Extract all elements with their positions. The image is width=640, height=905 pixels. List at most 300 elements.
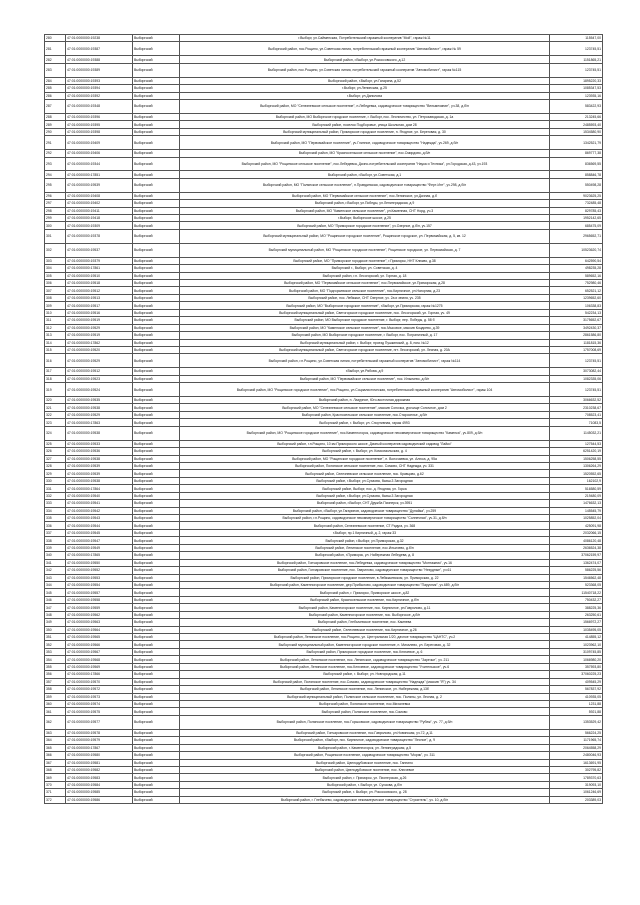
address-cell: Выборгский район, Ленинское поселение, пос.Рощино, ул. Центральная 1/20, дачное товарищество "ЦАНТС", уч.2: [180, 634, 550, 641]
district-cell: Выборгский: [133, 574, 180, 581]
value-cell: 542234,13: [550, 309, 603, 316]
district-cell: Выборгский: [133, 375, 180, 382]
cadastral-number-cell: 47:01:0000000:19538: [66, 404, 133, 411]
row-number-cell: 366: [45, 752, 66, 759]
cadastral-number-cell: 47:01:0000000:19569: [66, 663, 133, 670]
address-cell: Выборгский район, Красносельское поселение, пос.Кирпичное, д.б/н: [180, 596, 550, 603]
table-row: [45, 485, 603, 492]
address-cell: г.Выборг, Выборгское шоссе, д.25: [180, 215, 550, 222]
row-number-cell: 282: [45, 56, 66, 63]
table-row: [45, 752, 603, 759]
cadastral-number-cell: 47:01:0000000:19543: [66, 515, 133, 522]
cadastral-number-cell: 47:01:0000000:19564: [66, 626, 133, 633]
table-row: [45, 522, 603, 529]
address-cell: г.Выборг, ул.Рябова, д.9: [180, 368, 550, 375]
row-number-cell: 323: [45, 419, 66, 426]
table-row: [45, 354, 603, 368]
table-row: [45, 121, 603, 128]
address-cell: Выборгский район, пос. Лебяжье, СНТ Озерное, уч. 2а и земля, уч. 235: [180, 294, 550, 301]
district-cell: Выборгский: [133, 693, 180, 700]
table-row: [45, 128, 603, 135]
value-cell: 652521,12: [550, 287, 603, 294]
district-cell: Выборгский: [133, 280, 180, 287]
table-row: [45, 656, 603, 663]
address-cell: Выборгский район, г.п.Рощино, 10 км Приморского шоссе, Дачный кооператив садоводческий садовод "Лайко": [180, 440, 550, 447]
cadastral-number-cell: 47:01:0000000:19388: [66, 56, 133, 63]
row-number-cell: 365: [45, 744, 66, 751]
table-row: [45, 774, 603, 781]
row-number-cell: 284: [45, 77, 66, 84]
cadastral-number-cell: 47:01:0000000:19582: [66, 766, 133, 773]
value-cell: 71083,5: [550, 419, 603, 426]
cadastral-number-cell: 47:01:0000000:19541: [66, 500, 133, 507]
value-cell: 37060225,23: [550, 671, 603, 678]
address-cell: Выборгский район, г.Приморск, ул. Набережная Лебедева, д. 8: [180, 552, 550, 559]
row-number-cell: 313: [45, 332, 66, 339]
district-cell: Выборгский: [133, 287, 180, 294]
cadastral-number-cell: 47:01:0000000:19387: [66, 42, 133, 56]
table-row: [45, 85, 603, 92]
district-cell: Выборгский: [133, 678, 180, 685]
address-cell: Выборгский район, МО Выборгское городское поселение, г. Выборг, пос. Пограничный, д. 17: [180, 332, 550, 339]
district-cell: Выборгский: [133, 737, 180, 744]
cadastral-number-cell: 47:01:0000000:19549: [66, 544, 133, 551]
cadastral-number-cell: 47:01:0000000:19563: [66, 619, 133, 626]
cadastral-number-cell: 47:01:0000000:19581: [66, 759, 133, 766]
district-cell: Выборгский: [133, 544, 180, 551]
value-cell: 586225,56: [550, 567, 603, 574]
row-number-cell: 369: [45, 774, 66, 781]
district-cell: Выборгский: [133, 485, 180, 492]
row-number-cell: 340: [45, 552, 66, 559]
address-cell: Выборгский район, Полянское поселение, пос.Сомово: [180, 708, 550, 715]
district-cell: Выборгский: [133, 589, 180, 596]
row-number-cell: 286: [45, 92, 66, 99]
value-cell: 203389,03: [550, 796, 603, 803]
cadastral-number-cell: 47:01:0000000:19539: [66, 470, 133, 477]
district-cell: Выборгский: [133, 346, 180, 353]
cadastral-number-cell: 47:01:0000000:19395: [66, 121, 133, 128]
value-cell: 498235,28: [550, 265, 603, 272]
row-number-cell: 363: [45, 729, 66, 736]
row-number-cell: 339: [45, 544, 66, 551]
address-cell: Выборгский район, г. Выборг, ул. Спортивная, гараж 4993: [180, 419, 550, 426]
address-cell: Выборгский район, п. Лазурное, Юго-восточная дорожная: [180, 397, 550, 404]
row-number-cell: 280: [45, 35, 66, 42]
table-row: [45, 383, 603, 397]
cadastral-number-cell: 47:01:0000000:19544: [66, 522, 133, 529]
cadastral-number-cell: 47:01:0000000:19567: [66, 648, 133, 655]
row-number-cell: 304: [45, 265, 66, 272]
row-number-cell: 364: [45, 737, 66, 744]
value-cell: 523368,05: [550, 581, 603, 588]
value-cell: 127544,53: [550, 440, 603, 447]
value-cell: 567837,92: [550, 686, 603, 693]
table-row: [45, 150, 603, 157]
table-row: [45, 462, 603, 469]
row-number-cell: 330: [45, 477, 66, 484]
district-cell: Выборгский: [133, 192, 180, 199]
table-row: [45, 77, 603, 84]
cadastral-number-cell: 47:01:0000000:19392: [66, 92, 133, 99]
address-cell: Выборгский район, г.Выборг, ул.Советская, д.1: [180, 171, 550, 178]
cadastral-number-cell: 47:01:0000000:19396: [66, 113, 133, 120]
cadastral-number-cell: 47:01:0000000:19545: [66, 529, 133, 536]
cadastral-number-cell: 47:01:0000000:19411: [66, 207, 133, 214]
table-row: [45, 729, 603, 736]
row-number-cell: 322: [45, 411, 66, 418]
district-cell: Выборгский: [133, 708, 180, 715]
row-number-cell: 355: [45, 663, 66, 670]
district-cell: Выборгский: [133, 789, 180, 796]
row-number-cell: 300: [45, 222, 66, 229]
row-number-cell: 348: [45, 611, 66, 618]
address-cell: г.Выборг, ул.Данилова: [180, 92, 550, 99]
registry-table: [44, 34, 603, 804]
table-row: [45, 507, 603, 514]
cadastral-number-cell: 47:01:0000000:19536: [66, 448, 133, 455]
district-cell: Выборгский: [133, 752, 180, 759]
district-cell: Выборгский: [133, 229, 180, 243]
row-number-cell: 308: [45, 294, 66, 301]
cadastral-number-cell: 47:01:0000000:17866: [66, 671, 133, 678]
row-number-cell: 358: [45, 686, 66, 693]
table-row: [45, 515, 603, 522]
row-number-cell: 362: [45, 715, 66, 729]
address-cell: Выборгский район, г. Выборг, ул. Рокоссовского, д. 28: [180, 789, 550, 796]
cadastral-number-cell: 47:01:0000000:19344: [66, 157, 133, 171]
cadastral-number-cell: 47:01:0000000:19578: [66, 729, 133, 736]
table-row: [45, 332, 603, 339]
address-cell: Выборгский муниципальный район, Каменногорское городское поселение, п. Михалево, ул. Береговая, д. 32: [180, 641, 550, 648]
district-cell: Выборгский: [133, 626, 180, 633]
address-cell: Выборгский район, г.п. Лесогорский, ул. Горная, д. 18: [180, 272, 550, 279]
value-cell: 123935,16: [550, 92, 603, 99]
value-cell: 3175652,67: [550, 317, 603, 324]
district-cell: Выборгский: [133, 796, 180, 803]
table-row: [45, 759, 603, 766]
table-row: [45, 280, 603, 287]
address-cell: Выборгский муниципальный район, Светогорское городское поселение, пгт. Лесогорский, ул. Лесная, д. 20А: [180, 346, 550, 353]
row-number-cell: 295: [45, 178, 66, 192]
cadastral-number-cell: 47:01:0000000:19565: [66, 634, 133, 641]
cadastral-number-cell: 47:01:0000000:19585: [66, 789, 133, 796]
address-cell: Выборгский район, МО "Полянское сельское поселение", п.Правдинская, садоводческое товарищество "Ферт-Инт", уч.298, д.б/н: [180, 178, 550, 192]
table-row: [45, 419, 603, 426]
address-cell: Выборгский район, г. Приморск, ул. Пионерская, д.26: [180, 774, 550, 781]
value-cell: 123745,51: [550, 42, 603, 56]
row-number-cell: 302: [45, 243, 66, 257]
table-row: [45, 477, 603, 484]
district-cell: Выборгский: [133, 656, 180, 663]
cadastral-number-cell: 47:01:0000000:19510: [66, 272, 133, 279]
table-row: [45, 641, 603, 648]
value-cell: 145545,79: [550, 507, 603, 514]
address-cell: Выборгский район, МО "Рощинское городское поселение", пос.Рощино, ул.Социалистическая, потребительский гаражный кооператив "Автомобилист", гараж 104: [180, 383, 550, 397]
row-number-cell: 287: [45, 99, 66, 113]
cadastral-number-cell: 47:01:0000000:19516: [66, 309, 133, 316]
table-row: [45, 287, 603, 294]
row-number-cell: 368: [45, 766, 66, 773]
table-row: [45, 63, 603, 77]
value-cell: 1082335,06: [550, 375, 603, 382]
cadastral-number-cell: 47:01:0000000:19512: [66, 287, 133, 294]
cadastral-number-cell: 47:01:0000000:19550: [66, 559, 133, 566]
address-cell: Выборгский г., Выборг, ул. Советская, д. 4: [180, 265, 550, 272]
row-number-cell: 361: [45, 708, 66, 715]
row-number-cell: 328: [45, 462, 66, 469]
row-number-cell: 321: [45, 404, 66, 411]
value-cell: 3066632,52: [550, 397, 603, 404]
row-number-cell: 324: [45, 426, 66, 440]
table-row: [45, 368, 603, 375]
cadastral-number-cell: 47:01:0000000:19586: [66, 796, 133, 803]
district-cell: Выборгский: [133, 113, 180, 120]
district-cell: Выборгский: [133, 397, 180, 404]
table-row: [45, 619, 603, 626]
cadastral-number-cell: 47:01:0000000:19517: [66, 302, 133, 309]
value-cell: 750432,27: [550, 596, 603, 603]
row-number-cell: 372: [45, 796, 66, 803]
row-number-cell: 292: [45, 150, 66, 157]
cadastral-number-cell: 47:01:0000000:19568: [66, 656, 133, 663]
district-cell: Выборгский: [133, 63, 180, 77]
table-row: [45, 552, 603, 559]
district-cell: Выборгский: [133, 332, 180, 339]
address-cell: Выборгский район, Рощинское поселение, садоводческое товарищество "Моряк", уч. 311: [180, 752, 550, 759]
cadastral-number-cell: 47:01:0000000:19238: [66, 35, 133, 42]
value-cell: 1023962,10: [550, 641, 603, 648]
table-row: [45, 215, 603, 222]
row-number-cell: 356: [45, 671, 66, 678]
table-row: [45, 663, 603, 670]
cadastral-number-cell: 47:01:0000000:19552: [66, 567, 133, 574]
district-cell: Выборгский: [133, 243, 180, 257]
district-cell: Выборгский: [133, 470, 180, 477]
table-row: [45, 375, 603, 382]
cadastral-number-cell: 47:01:0000000:17863: [66, 419, 133, 426]
value-cell: 1085347,53: [550, 85, 603, 92]
cadastral-number-cell: 47:01:0000000:17862: [66, 339, 133, 346]
value-cell: 566224,25: [550, 729, 603, 736]
cadastral-number-cell: 47:01:0000000:17861: [66, 265, 133, 272]
value-cell: 829785,43: [550, 207, 603, 214]
cadastral-number-cell: 47:01:0000000:19379: [66, 257, 133, 264]
district-cell: Выборгский: [133, 641, 180, 648]
address-cell: Выборгский район, г.п.Рощино, ул.Советская линия, потребительский гаражный кооператив "Автомобилист", гараж №114: [180, 354, 550, 368]
cadastral-number-cell: 47:01:0000000:19409: [66, 136, 133, 150]
district-cell: Выборгский: [133, 92, 180, 99]
row-number-cell: 298: [45, 207, 66, 214]
district-cell: Выборгский: [133, 715, 180, 729]
address-cell: Выборгский район, МО "Каменское сельское поселение", пос.Мысовое, массив Коцарево, д.39: [180, 324, 550, 331]
district-cell: Выборгский: [133, 136, 180, 150]
value-cell: 642590,54: [550, 257, 603, 264]
district-cell: Выборгский: [133, 35, 180, 42]
row-number-cell: 360: [45, 700, 66, 707]
address-cell: Выборгский район, г.Выборг, ул.Приморская, д.32: [180, 537, 550, 544]
cadastral-number-cell: 47:01:0000000:19348: [66, 99, 133, 113]
value-cell: 1566972,27: [550, 619, 603, 626]
value-cell: 425091,98: [550, 522, 603, 529]
address-cell: Выборгский район, г. Выборг, ул. Комсомольская, д. 4: [180, 448, 550, 455]
cadastral-number-cell: 47:01:0000000:19542: [66, 507, 133, 514]
table-row: [45, 581, 603, 588]
table-row: [45, 544, 603, 551]
value-cell: 1181815,36: [550, 339, 603, 346]
cadastral-number-cell: 47:01:0000000:19389: [66, 63, 133, 77]
value-cell: 708523,41: [550, 411, 603, 418]
row-number-cell: 305: [45, 272, 66, 279]
address-cell: Выборгский район, г. Приморск, Приморское шоссе, д.82: [180, 589, 550, 596]
cadastral-number-cell: 47:01:0000000:17864: [66, 485, 133, 492]
table-row: [45, 171, 603, 178]
row-number-cell: 332: [45, 492, 66, 499]
table-row: [45, 404, 603, 411]
address-cell: Выборгский район, пос.Рощино, ул.Советская линия, потребительский гаражный кооператив "Автомобилист", гараж №115: [180, 63, 550, 77]
value-cell: 1025852,04: [550, 515, 603, 522]
cadastral-number-cell: 47:01:0000000:19529: [66, 411, 133, 418]
table-row: [45, 35, 603, 42]
table-row: [45, 789, 603, 796]
table-row: [45, 272, 603, 279]
cadastral-number-cell: 47:01:0000000:19538: [66, 426, 133, 440]
address-cell: Выборгский район, МО "Рощинское городское поселение", пос.Каменногорск, садоводческое некоммерческое товарищество "Каменка", уч.809, д.б/н: [180, 426, 550, 440]
address-cell: Выборгский район, Цвелодубовское поселение, пос. Ключевое: [180, 766, 550, 773]
cadastral-number-cell: 47:01:0000000:19577: [66, 715, 133, 729]
cadastral-number-cell: 47:01:0000000:17865: [66, 552, 133, 559]
value-cell: 1476632,13: [550, 500, 603, 507]
value-cell: 123745,51: [550, 383, 603, 397]
value-cell: 1546562,48: [550, 574, 603, 581]
table-row: [45, 42, 603, 56]
row-number-cell: 294: [45, 171, 66, 178]
table-row: [45, 574, 603, 581]
row-number-cell: 347: [45, 604, 66, 611]
cadastral-number-cell: 47:01:0000000:19537: [66, 243, 133, 257]
row-number-cell: 353: [45, 648, 66, 655]
value-cell: 3073082,44: [550, 368, 603, 375]
value-cell: 1145032,21: [550, 426, 603, 440]
address-cell: Выборгский район, Красносельское сельское поселение, пос.Староселье, д.б/н: [180, 411, 550, 418]
row-number-cell: 342: [45, 567, 66, 574]
value-cell: 2861586,80: [550, 332, 603, 339]
table-row: [45, 500, 603, 507]
address-cell: Выборгский район, МО "Селезневское сельское поселение", п.Лебедевка, садоводческое товарищество "Вельмезяние", уч.38, д.б/н: [180, 99, 550, 113]
cadastral-number-cell: 47:01:0000000:19418: [66, 215, 133, 222]
row-number-cell: 319: [45, 383, 66, 397]
value-cell: 1066980,20: [550, 656, 603, 663]
address-cell: Выборгский район, Каменногорское поселение, дер.Прибылово, садоводческое товарищество "Парусник", уч.689, д.б/н: [180, 581, 550, 588]
district-cell: Выборгский: [133, 77, 180, 84]
cadastral-number-cell: 47:01:0000000:19394: [66, 85, 133, 92]
table-row: [45, 192, 603, 199]
cadastral-number-cell: 47:01:0000000:19580: [66, 752, 133, 759]
table-row: [45, 317, 603, 324]
district-cell: Выборгский: [133, 85, 180, 92]
row-number-cell: 357: [45, 678, 66, 685]
value-cell: 1789370,63: [550, 774, 603, 781]
value-cell: 319093,10: [550, 781, 603, 788]
address-cell: Выборгский район, г.Выборг, СНТ Дружба Пионерск, уч.3951: [180, 500, 550, 507]
address-cell: Выборгский район, Ленинское поселение, пос.Ключевое, садоводческое товарищество "Учительское", уч.6: [180, 663, 550, 670]
value-cell: 1035495,05: [550, 626, 603, 633]
value-cell: 213245,66: [550, 113, 603, 120]
district-cell: Выборгский: [133, 411, 180, 418]
district-cell: Выборгский: [133, 774, 180, 781]
table-row: [45, 339, 603, 346]
district-cell: Выборгский: [133, 265, 180, 272]
cadastral-number-cell: 47:01:0000000:19408: [66, 192, 133, 199]
table-row: [45, 324, 603, 331]
cadastral-number-cell: 47:01:0000000:19512: [66, 368, 133, 375]
table-row: [45, 309, 603, 316]
district-cell: Выборгский: [133, 121, 180, 128]
value-cell: 1757008,69: [550, 346, 603, 353]
cadastral-number-cell: 47:01:0000000:19538: [66, 455, 133, 462]
table-row: [45, 744, 603, 751]
district-cell: Выборгский: [133, 178, 180, 192]
address-cell: Выборгский район, МО "Первомайское сельское поселение", пос.Первомайское, ул.Приморская, д.28: [180, 280, 550, 287]
district-cell: Выборгский: [133, 419, 180, 426]
cadastral-number-cell: 47:01:0000000:19520: [66, 346, 133, 353]
table-row: [45, 634, 603, 641]
row-number-cell: 334: [45, 507, 66, 514]
address-cell: Выборгский район, Глебычевское поселение, пос. Камнева: [180, 619, 550, 626]
address-cell: Выборгский район, МО "Выборгское городское поселение", г.Выборг, ул.Приморская, гараж №1275: [180, 302, 550, 309]
table-row: [45, 440, 603, 447]
cadastral-number-cell: 47:01:0000000:19519: [66, 332, 133, 339]
district-cell: Выборгский: [133, 207, 180, 214]
value-cell: 752980,46: [550, 280, 603, 287]
address-cell: Выборгский район, Каменногорское поселение, пос. Кирпичное, рп.Гаврилово, д.11: [180, 604, 550, 611]
district-cell: Выборгский: [133, 781, 180, 788]
value-cell: 1520552,65: [550, 470, 603, 477]
table-row: [45, 596, 603, 603]
address-cell: Выборгский район, г.Выборг, пос. Кирпичное, садоводческое товарищество "Лесное", д. 9: [180, 737, 550, 744]
value-cell: 2032066,15: [550, 529, 603, 536]
value-cell: 5921,88: [550, 708, 603, 715]
row-number-cell: 331: [45, 485, 66, 492]
address-cell: Выборгский муниципальный район, МО "Рощинское городское поселение", Рощинское городское, ул. Первомайская, д. 5, кв. 12: [180, 229, 550, 243]
cadastral-number-cell: 47:01:0000000:19378: [66, 229, 133, 243]
cadastral-number-cell: 47:01:0000000:19579: [66, 737, 133, 744]
district-cell: Выборгский: [133, 744, 180, 751]
district-cell: Выборгский: [133, 157, 180, 171]
district-cell: Выборгский: [133, 648, 180, 655]
district-cell: Выборгский: [133, 222, 180, 229]
address-cell: Выборгский район, г.Выборг, ул.Гагарина, д.52: [180, 77, 550, 84]
table-row: [45, 686, 603, 693]
address-cell: Выборгский район, МО "Приморское городское поселение", г.Приморск, ННТ Клюкво, д.38: [180, 257, 550, 264]
table-row: [45, 537, 603, 544]
cadastral-number-cell: 47:01:0000000:19566: [66, 641, 133, 648]
table-row: [45, 426, 603, 440]
value-cell: 357593,80: [550, 663, 603, 670]
district-cell: Выборгский: [133, 596, 180, 603]
row-number-cell: 312: [45, 324, 66, 331]
row-number-cell: 309: [45, 302, 66, 309]
district-cell: Выборгский: [133, 537, 180, 544]
district-cell: Выборгский: [133, 500, 180, 507]
district-cell: Выборгский: [133, 257, 180, 264]
address-cell: Выборгский район, Каменногорское поселение, пос. Выборгское, д.б/н: [180, 611, 550, 618]
value-cell: 115547,00: [550, 35, 603, 42]
row-number-cell: 352: [45, 641, 66, 648]
district-cell: Выборгский: [133, 619, 180, 626]
table-row: [45, 448, 603, 455]
cadastral-number-cell: 47:01:0000000:19574: [66, 700, 133, 707]
